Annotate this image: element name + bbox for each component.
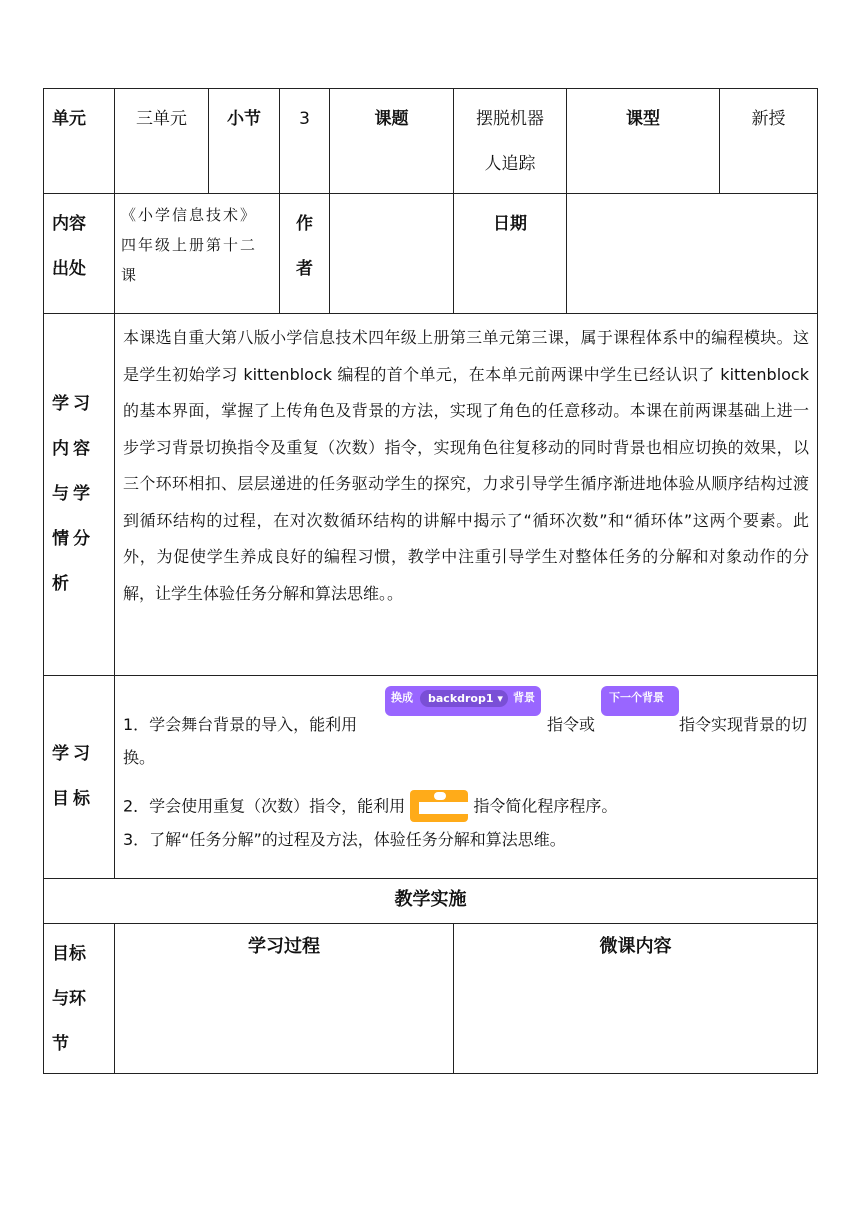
goal-1-prefix: 1．学会舞台背景的导入，能利用 (123, 715, 358, 734)
date-value (567, 194, 817, 208)
analysis-text: 本课选自重大第八版小学信息技术四年级上册第三单元第三课，属于课程体系中的编程模块。这是学生初始学习 kittenblock 编程的首个单元，在本单元前两课中学生已经认识了 kittenblock 的基本界面，掌握了上传角色及背景的方法，实现了角色的任意移动。本课在前两课基础上进一步学习背景切换指令及重复（次数）指令，实现角色往复移动的同时背景也相应切换的效果，以三个环环相扣、层层递进的任务驱动学生的探究，力求引导学生循序渐进地体验从顺序结构过渡到循环结构的过程，在对次数循环结构的讲解中揭示了“循环次数”和“循环体”这两个要素。此外，为促使学生养成良好的编程习惯，教学中注重引导学生对整体任务的分解和对象动作的分解，让学生体验任务分解和算法思维。。 (123, 328, 809, 603)
analysis-row (44, 314, 818, 676)
goals-content (115, 676, 817, 858)
goal-2-prefix: 2．学会使用重复（次数）指令，能利用 (123, 796, 406, 816)
goal-2 (123, 790, 809, 824)
author-label: 作者 (296, 214, 313, 279)
next-block-label: 下一个背景 (609, 691, 664, 704)
source-value: 《小学信息技术》四年级上册第十二课 (121, 206, 258, 284)
goals-label: 学习目标 (52, 744, 90, 809)
source-row (44, 194, 818, 314)
section-label: 小节 (227, 109, 261, 129)
backdrop-dropdown: backdrop1 ▾ (420, 690, 508, 707)
analysis-label: 学习内容与学情分析 (52, 394, 90, 594)
micro-lesson-header: 微课内容 (599, 936, 672, 957)
implementation-title: 教学实施 (394, 889, 467, 910)
author-value (330, 194, 453, 208)
goal-3: 3．了解“任务分解”的过程及方法，体验任务分解和算法思维。 (123, 830, 566, 849)
switch-backdrop-block (385, 686, 541, 716)
implementation-title-row (44, 879, 818, 924)
header-row (44, 89, 818, 194)
goal-1-mid: 指令或 (547, 715, 596, 734)
goal-1-suffix: 指令实现背景的切 (679, 715, 808, 734)
next-backdrop-block (601, 686, 679, 716)
goal-2-suffix: 指令简化程序程序。 (473, 796, 618, 816)
source-label: 内容出处 (52, 214, 86, 279)
section-value: 3 (299, 109, 310, 129)
topic-label: 课题 (374, 109, 409, 129)
repeat-block (410, 790, 468, 824)
date-label: 日期 (493, 214, 527, 234)
learning-process-header: 学习过程 (248, 936, 320, 957)
type-value: 新授 (751, 109, 786, 129)
objectives-stages-label: 目标与环节 (52, 944, 86, 1054)
goal-1-wrap: 换。 (123, 748, 156, 767)
unit-value: 三单元 (136, 109, 187, 129)
lesson-plan-table (43, 88, 818, 1074)
switch-block-label-a: 换成 (391, 691, 413, 704)
topic-value: 摆脱机器人追踪 (476, 109, 544, 174)
switch-block-label-b: 背景 (513, 691, 535, 704)
goals-row (44, 676, 818, 879)
unit-label: 单元 (52, 109, 86, 129)
goal-1 (123, 686, 809, 752)
implementation-row (44, 924, 818, 1074)
type-label: 课型 (626, 109, 660, 129)
